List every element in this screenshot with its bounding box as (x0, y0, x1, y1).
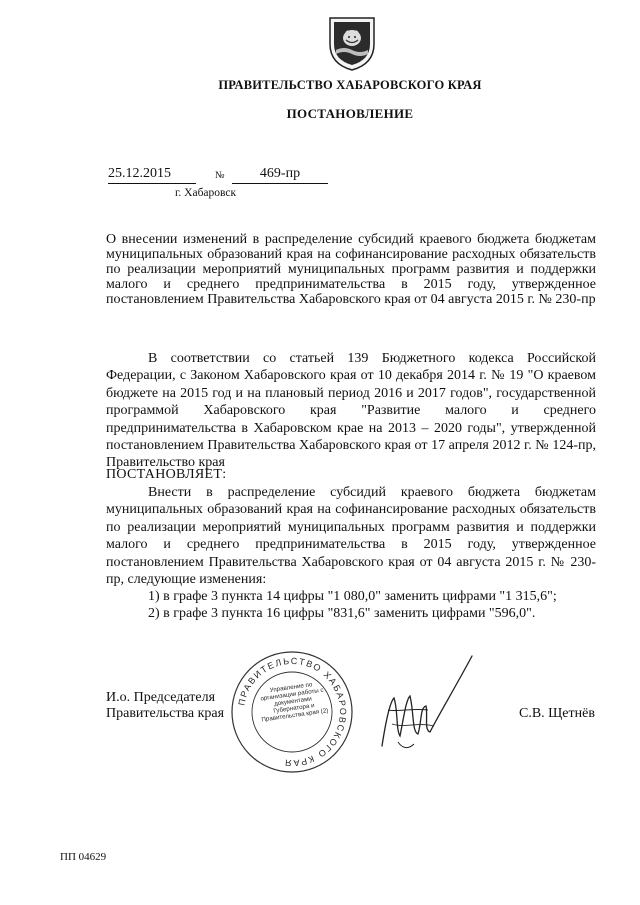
document-code: ПП 04629 (60, 851, 107, 863)
signatory-position-line-2: Правительства края (106, 706, 225, 721)
document-type-title: ПОСТАНОВЛЕНИЕ (286, 106, 414, 121)
decree-word: ПОСТАНОВЛЯЕТ: (106, 467, 227, 482)
number-label: № (215, 170, 225, 181)
document-date: 25.12.2015 (108, 166, 196, 184)
main-paragraph: Внести в распределение субсидий краевого бюджета бюджетам муниципальных образований края на софинансирование расходных обязательств по реализации мероприятий муниципальных программ развития и поддержки малого и среднего предпринимательства в 2015 году, утвержденное постановлением Правительства Хабаровского края от 04 августа 2015 г. № 230-пр, следующие изменения: (106, 485, 596, 588)
change-item-2: 2) в графе 3 пункта 16 цифры "831,6" заменить цифрами "596,0". (148, 606, 536, 621)
stamp-center-text: Управление по организации работы с документами Губернатора и Правительства края (2) (260, 681, 329, 724)
document-subject: О внесении изменений в распределение субсидий краевого бюджета бюджетам муниципальных образований края на софинансирование расходных обязательств по реализации мероприятий муниципальных программ развития и поддержки малого и среднего предпринимательства в 2015 году, утвержденное постановлением Правительства Хабаровского края от 04 августа 2015 г. № 230-пр (106, 232, 596, 307)
signatory-position (106, 690, 224, 722)
document-city: г. Хабаровск (175, 187, 237, 199)
signatory-position-line-1: И.о. Председателя (106, 690, 216, 705)
coat-of-arms-icon (326, 14, 378, 72)
document-number: 469-пр (232, 166, 328, 184)
government-title: ПРАВИТЕЛЬСТВО ХАБАРОВСКОГО КРАЯ (218, 78, 482, 92)
change-item-1: 1) в графе 3 пункта 14 цифры "1 080,0" заменить цифрами "1 315,6"; (148, 589, 557, 604)
stamp-ring-text: ПРАВИТЕЛЬСТВО ХАБАРОВСКОГО КРАЯ (236, 655, 349, 769)
signatory-name: С.В. Щетнёв (519, 706, 595, 721)
handwritten-signature (368, 650, 488, 760)
preamble-paragraph: В соответствии со статьей 139 Бюджетного кодекса Российской Федерации, с Законом Хабаровского края от 10 декабря 2014 г. № 19 "О краевом бюджете на 2015 год и на плановый период 2016 и 2017 годов", государственной программой Хабаровского края "Развитие малого и среднего предпринимательства в Хабаровском крае на 2013 – 2020 годы", утвержденной постановлением Правительства Хабаровского края от 17 апреля 2012 г. № 124-пр, Правительство края (106, 351, 596, 471)
